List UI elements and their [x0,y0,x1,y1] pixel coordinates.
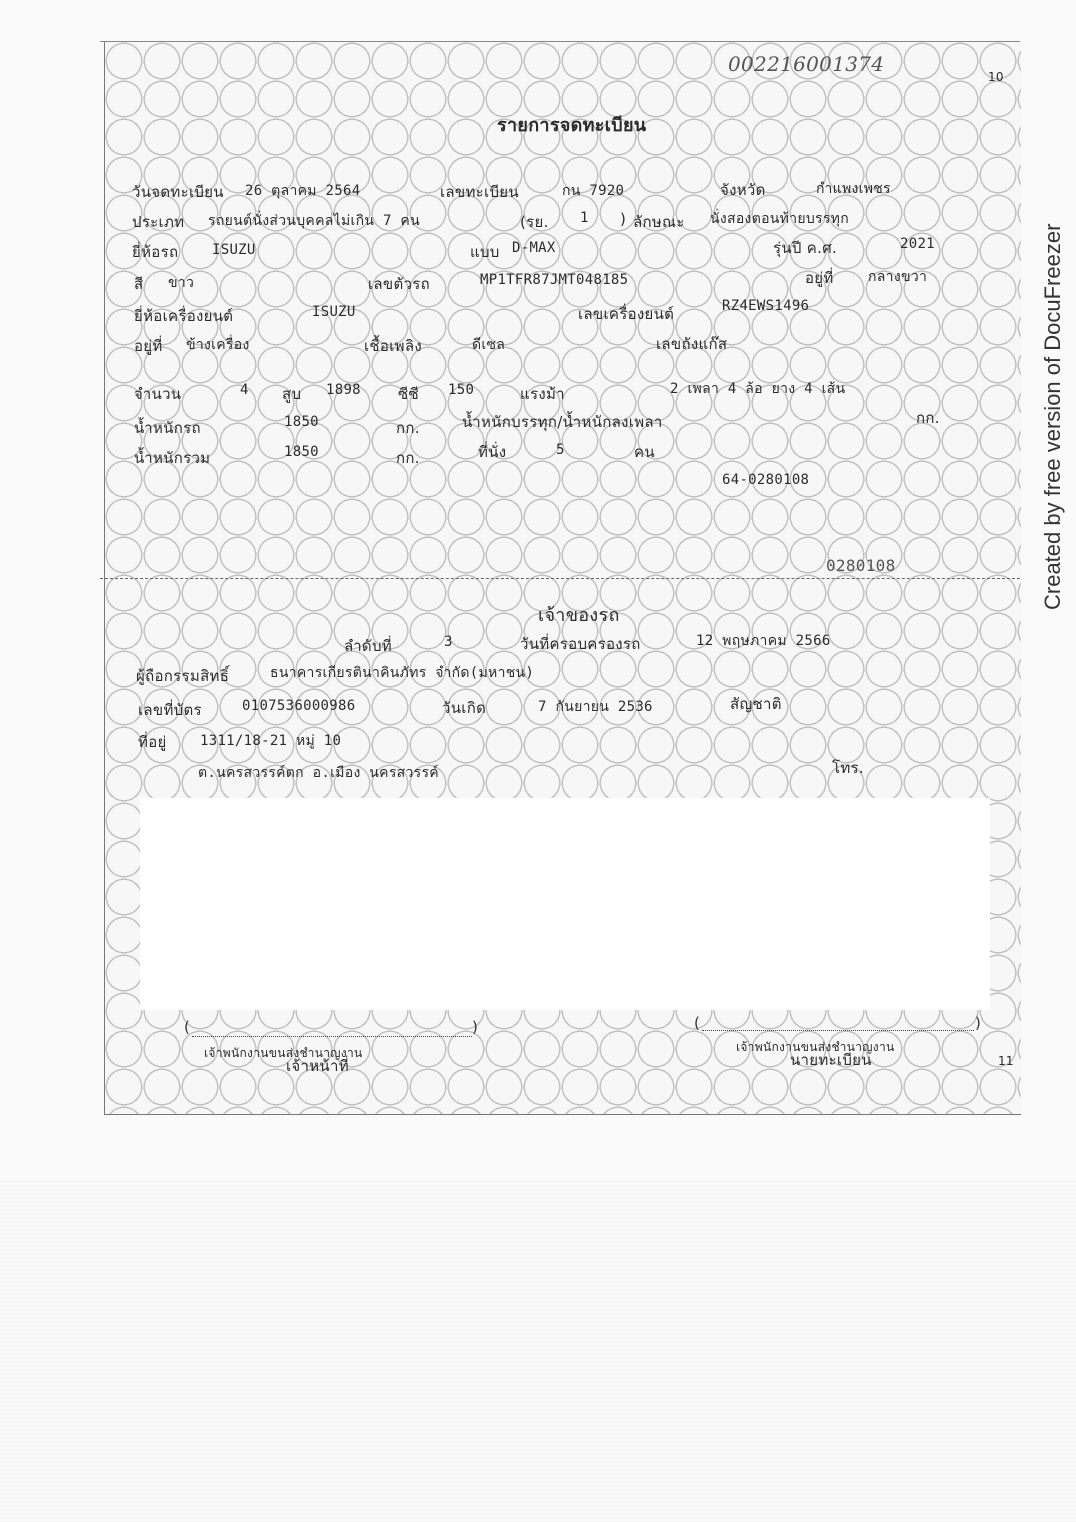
engine-number-label: เลขเครื่องยนต์ [578,305,675,323]
chassis-location-label: อยู่ที่ [805,269,834,287]
right-bracket-open: ( [694,1014,700,1032]
kg-unit-3: กก. [396,449,420,467]
nationality-label: สัญชาติ [730,695,782,713]
model: D-MAX [512,240,556,256]
year-label: รุ่นปี ค.ศ. [773,239,838,257]
quantity-label: จำนวน [134,385,182,403]
cylinder-quantity: 4 [240,382,249,398]
model-label: แบบ [470,243,500,261]
right-bracket-close: ) [975,1014,981,1032]
vehicle-type: รถยนต์นั่งส่วนบุคคลไม่เกิน 7 คน [208,213,420,229]
chassis-location: กลางขวา [868,269,928,285]
docufreezer-watermark: Created by free version of DocuFreezer [1040,223,1065,610]
order-label: ลำดับที่ [344,637,392,655]
id-label: เลขที่บัตร [138,701,202,719]
left-signer-title: เจ้าหน้าที่ [286,1057,349,1075]
redacted-area [140,798,990,1010]
kg-unit-1: กก. [396,419,420,437]
province: กำแพงเพชร [816,181,891,197]
right-signature-line [702,1030,974,1031]
engine-location: ข้างเครื่อง [186,337,250,353]
owner-title: เจ้าของรถ [538,605,620,626]
brand: ISUZU [212,242,256,258]
document-number-partial: 0280108 [826,556,896,575]
vehicle-type-label: ประเภท [132,213,185,231]
cylinder-label: สูบ [282,385,302,403]
page-number-top: 10 [988,70,1004,84]
right-signer-title: นายทะเบียน [790,1051,872,1069]
engine-brand-label: ยี่ห้อเครื่องยนต์ [134,307,234,325]
dob-label: วันเกิด [442,699,487,717]
persons-label: คน [634,443,655,461]
gross-weight-label: น้ำหนักรวม [134,449,211,467]
left-bracket-close: ) [472,1018,478,1036]
document-number: 64-0280108 [722,472,810,488]
reg-date: 26 ตุลาคม 2564 [245,183,361,199]
holder-label: ผู้ถือกรรมสิทธิ์ [136,667,230,685]
page-number-bottom: 11 [998,1054,1014,1068]
engine-location-label: อยู่ที่ [134,337,163,355]
vehicle-weight: 1850 [284,414,319,430]
address-label: ที่อยู่ [138,733,167,751]
registration-title: รายการจดทะเบียน [497,115,647,136]
date-of-birth: 7 กันยายน 2536 [538,699,653,715]
ry-label: (รย. [520,213,549,231]
reg-date-label: วันจดทะเบียน [132,183,224,201]
chassis-number: MP1TFR87JMT048185 [480,272,629,288]
color: ขาว [168,275,195,291]
brand-label: ยี่ห้อรถ [132,243,179,261]
possession-date-label: วันที่ครอบครองรถ [520,635,641,653]
engine-number: RZ4EWS1496 [722,298,810,314]
province-label: จังหวัด [720,181,766,199]
id-number: 0107536000986 [242,698,356,714]
top-border [100,41,1020,42]
left-bracket-open: ( [184,1018,190,1036]
vehicle-weight-label: น้ำหนักรถ [134,419,201,437]
ry-value: 1 [580,210,589,226]
load-weight-label: น้ำหนักบรรทุก/น้ำหนักลงเพลา [462,413,663,431]
fuel-label: เชื้อเพลิง [364,337,422,355]
engine-brand: ISUZU [312,304,356,320]
cc-label: ซีซี [398,385,419,403]
hp-label: แรงม้า [520,385,565,403]
address-line-2: ต.นครสวรรค์ตก อ.เมือง นครสวรรค์ [198,765,439,781]
possession-date: 12 พฤษภาคม 2566 [696,633,831,649]
right-signer-position: เจ้าพนักงานขนส่งชำนาญงาน [736,1040,895,1054]
plate-number: กน 7920 [562,183,625,199]
gas-tank-label: เลขถังแก๊ส [656,335,728,353]
holder-name: ธนาคารเกียรตินาคินภัทร จำกัด(มหาชน) [270,665,535,681]
axles-wheels: 2 เพลา 4 ล้อ ยาง 4 เส้น [670,381,846,397]
kg-unit-2: กก. [916,409,940,427]
handwritten-reference: 002216001374 [728,52,885,76]
style-label: ลักษณะ [633,213,685,231]
seats: 5 [556,442,565,458]
chassis-label: เลขตัวรถ [368,275,430,293]
owner-order: 3 [444,634,453,650]
ry-close: ) [620,210,627,228]
plate-label: เลขทะเบียน [440,183,519,201]
gross-weight: 1850 [284,444,319,460]
horsepower: 150 [448,382,475,398]
model-year: 2021 [900,236,935,252]
color-label: สี [134,275,144,293]
section-divider [100,578,1020,579]
vehicle-style: นั่งสองตอนท้ายบรรทุก [710,211,849,227]
left-signer-position: เจ้าพนักงานขนส่งชำนาญงาน [204,1046,363,1060]
scan-noise [0,1180,1076,1522]
address-line-1: 1311/18-21 หมู่ 10 [200,733,342,749]
engine-cc: 1898 [326,382,361,398]
seats-label: ที่นั่ง [478,443,507,461]
tel-label: โทร. [832,759,864,777]
left-signature-line [192,1036,472,1037]
fuel: ดีเซล [472,337,506,353]
